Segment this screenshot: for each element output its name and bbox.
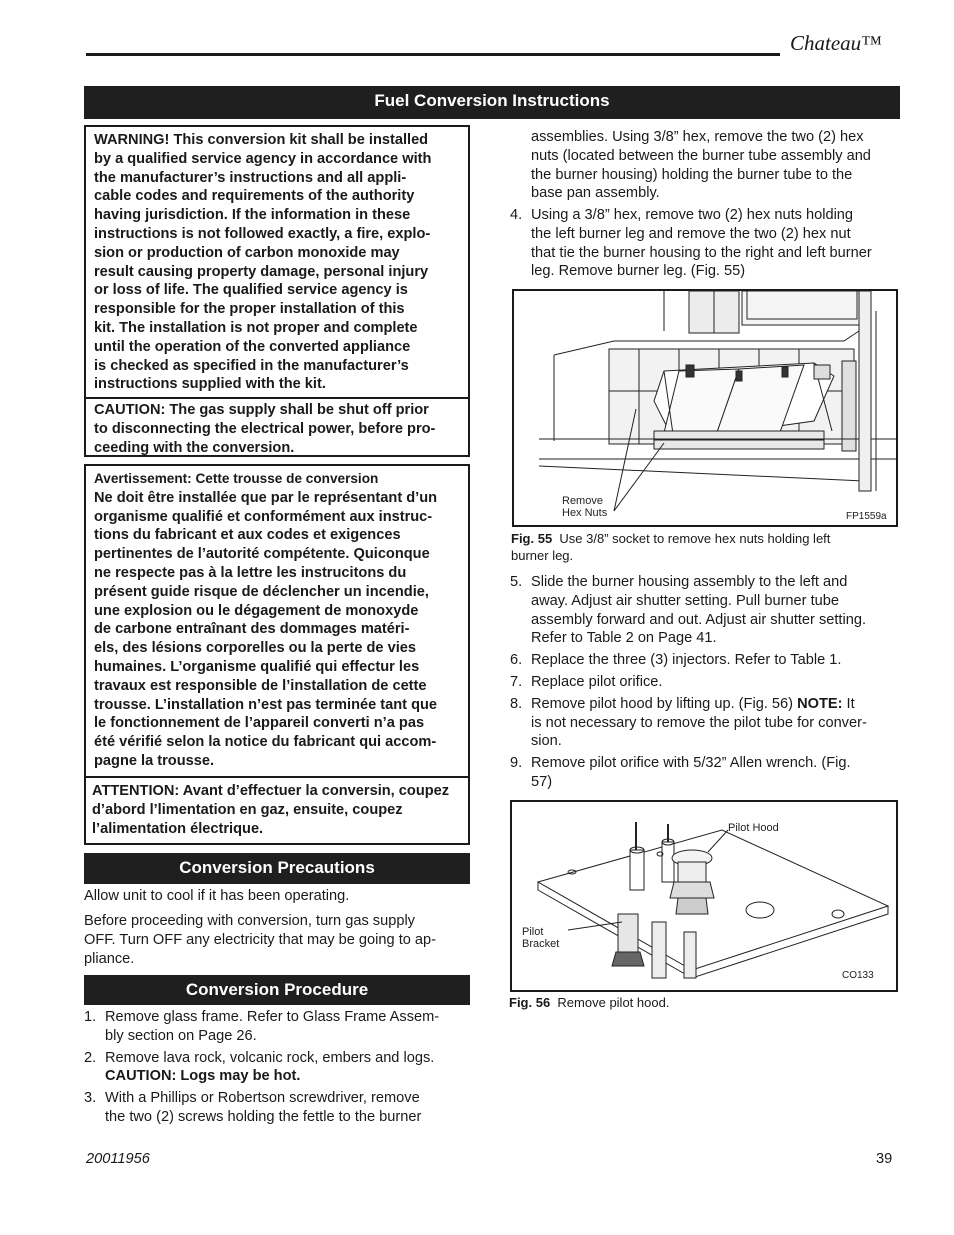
caution-text <box>86 397 468 459</box>
precautions-banner <box>84 853 470 884</box>
avertissement-line: els, des lésions corporelles ou la perte de vies <box>94 640 417 657</box>
attention-line: l’alimentation électrique. <box>92 820 264 837</box>
step-number: 1. <box>84 1009 97 1025</box>
precautions-p2-line: OFF. Turn OFF any electricity that may be going to ap- <box>84 931 437 948</box>
warning-line: or loss of life. The qualified service agency is <box>94 282 408 299</box>
fig56-illustration <box>512 802 896 990</box>
precautions-title: Conversion Precautions <box>179 858 375 877</box>
avertissement-text <box>86 466 468 776</box>
step-line: assembly forward and out. Adjust air shutter setting. <box>531 611 867 628</box>
step-caution: CAUTION: Logs may be hot. <box>105 1068 301 1085</box>
avertissement-line: une explosion ou le dégagement de monoxyde <box>94 602 419 619</box>
figure-56 <box>510 800 898 992</box>
procedure-steps-right <box>510 573 902 795</box>
fuel-conversion-banner <box>84 86 900 119</box>
procedure-banner <box>84 975 470 1005</box>
doc-number: 20011956 <box>86 1151 150 1167</box>
warning-line: the manufacturer’s instructions and all appli- <box>94 169 407 186</box>
procedure-step <box>84 1049 474 1087</box>
precautions-p2 <box>84 912 474 968</box>
avertissement-line: pertinentes de l’autorité compétente. Quiconque <box>94 546 430 563</box>
step8-pre: Remove pilot hood by lifting up. (Fig. 56) <box>531 695 798 712</box>
attention-line: ATTENTION: Avant d’effectuer la conversin, coupez <box>92 783 450 799</box>
step-number: 8. <box>510 695 523 712</box>
avertissement-line: travaux est responsible de l’installation de cette <box>94 677 427 694</box>
step8-note: NOTE: <box>797 695 843 712</box>
fig55-illustration <box>514 291 896 525</box>
fig56-label-pilot-hood: Pilot Hood <box>728 822 779 834</box>
procedure-step4 <box>510 206 902 284</box>
step-line: base pan assembly. <box>531 185 660 202</box>
avertissement-box <box>84 464 470 845</box>
precautions-p2-line: pliance. <box>84 950 135 967</box>
warning-line: is checked as specified in the manufacturer’s <box>94 357 409 374</box>
step-line: leg. Remove burner leg. (Fig. 55) <box>531 263 746 280</box>
step-line: Remove lava rock, volcanic rock, embers and logs. <box>105 1049 435 1066</box>
avertissement-line: ne respecte pas à la lettre les instrucitons du <box>94 564 407 581</box>
step-line: is not necessary to remove the pilot tube for conver- <box>531 714 867 731</box>
step-line: away. Adjust air shutter setting. Pull burner tube <box>531 592 839 609</box>
procedure-step <box>84 1089 474 1127</box>
avertissement-line: présent guide risque de déclencher un incendie, <box>94 583 429 600</box>
warning-line: instructions supplied with the kit. <box>94 376 326 393</box>
fig55-code: FP1559a <box>846 511 887 522</box>
caution-line: CAUTION: The gas supply shall be shut off prior <box>94 402 429 418</box>
warning-line: instructions is not followed exactly, a fire, explo- <box>94 225 431 242</box>
figure-55 <box>512 289 898 527</box>
fig55-label-remove: Remove <box>562 495 603 507</box>
step-line: Remove glass frame. Refer to Glass Frame Assem- <box>105 1009 440 1025</box>
page-number: 39 <box>876 1151 893 1167</box>
caution-line: to disconnecting the electrical power, before pro- <box>94 420 436 437</box>
procedure-step <box>84 1008 474 1046</box>
step-number: 6. <box>510 652 523 669</box>
step3-continuation <box>531 128 903 203</box>
fig56-caption-num: Fig. 56 <box>509 995 551 1010</box>
fig56-label-pilot: Pilot <box>522 926 544 938</box>
procedure-step <box>510 573 902 648</box>
attention-text <box>86 776 468 840</box>
warning-line: having jurisdiction. If the information in these <box>94 207 411 224</box>
step-line: bly section on Page 26. <box>105 1027 257 1044</box>
warning-line: cable codes and requirements of the authority <box>94 188 415 205</box>
procedure-title: Conversion Procedure <box>185 980 369 999</box>
step-line: Replace pilot orifice. <box>531 673 663 690</box>
fig55-caption-text: Use 3/8” socket to remove hex nuts holding left <box>559 531 831 546</box>
precautions-p1: Allow unit to cool if it has been operating. <box>84 888 350 904</box>
step-number: 5. <box>510 574 523 590</box>
step-line: assemblies. Using 3/8” hex, remove the two (2) hex <box>531 129 864 145</box>
avertissement-line: le fonctionnement de l’appareil converti n’a pas <box>94 715 425 732</box>
fig55-caption <box>511 530 901 564</box>
step-number: 2. <box>84 1049 97 1066</box>
warning-line: kit. The installation is not proper and complete <box>94 319 418 336</box>
avertissement-line: trousse. L’installation n’est pas terminée tant que <box>94 696 438 713</box>
fig56-caption <box>509 994 899 1011</box>
warning-line: sion or production of carbon monoxide may <box>94 244 400 261</box>
fig55-caption-num: Fig. 55 <box>511 531 553 546</box>
step-line <box>531 695 902 714</box>
step-number: 7. <box>510 673 523 690</box>
step-line: Refer to Table 2 on Page 41. <box>531 630 717 647</box>
procedure-step <box>510 651 902 670</box>
fuel-conversion-title: Fuel Conversion Instructions <box>374 91 610 110</box>
step-line: With a Phillips or Robertson screwdriver, remove <box>105 1090 420 1107</box>
warning-line: until the operation of the converted appliance <box>94 338 411 355</box>
step-line: the burner housing) holding the burner tube to the <box>531 166 853 183</box>
warning-line: WARNING! This conversion kit shall be installed <box>94 132 429 148</box>
step-number: 4. <box>510 207 523 223</box>
attention-line: d’abord l’limentation en gaz, ensuite, coupez <box>92 801 403 818</box>
step-line: nuts (located between the burner tube assembly and <box>531 147 871 164</box>
step-line: the left burner leg and remove the two (2) hex nut <box>531 225 851 242</box>
caution-line: ceeding with the conversion. <box>94 439 295 456</box>
step-line: Remove pilot orifice with 5/32” Allen wrench. (Fig. <box>531 755 851 772</box>
step-number: 9. <box>510 755 523 772</box>
fig56-caption-text: Remove pilot hood. <box>557 995 670 1010</box>
avertissement-line: pagne la trousse. <box>94 752 215 769</box>
avertissement-line: de carbone entraînant des dommages matéri- <box>94 621 410 638</box>
warning-line: responsible for the proper installation of this <box>94 301 405 318</box>
warning-line: result causing property damage, personal injury <box>94 263 429 280</box>
fig55-label-hexnuts: Hex Nuts <box>562 507 608 519</box>
step-line: 57) <box>531 773 553 790</box>
avertissement-line: humaines. L’organisme qualifié qui effectur les <box>94 658 420 675</box>
step8-post: It <box>842 695 855 712</box>
step-line: that tie the burner housing to the right and left burner <box>531 244 872 261</box>
warning-line: by a qualified service agency in accordance with <box>94 150 432 167</box>
precautions-p2-line: Before proceeding with conversion, turn gas supply <box>84 913 415 929</box>
step-line: the two (2) screws holding the fettle to the burner <box>105 1108 422 1125</box>
avertissement-line: tions du fabricant et aux codes et exigences <box>94 527 401 544</box>
step-line: Using a 3/8” hex, remove two (2) hex nuts holding <box>531 207 854 223</box>
warning-text <box>86 127 468 397</box>
warning-box <box>84 125 470 457</box>
procedure-step <box>510 754 902 792</box>
procedure-steps-left <box>84 1008 474 1130</box>
avertissement-line: organisme qualifié et conformément aux instruc- <box>94 508 433 525</box>
step-line: Slide the burner housing assembly to the left and <box>531 574 848 590</box>
procedure-step <box>510 673 902 692</box>
avertissement-line: Avertissement: Cette trousse de conversion <box>94 471 379 486</box>
fig56-label-bracket: Bracket <box>522 938 560 950</box>
step-line: Replace the three (3) injectors. Refer to Table 1. <box>531 652 842 669</box>
avertissement-line: Ne doit être installée que par le représentant d’un <box>94 489 438 506</box>
avertissement-line: été vérifié selon la notice du fabricant qui accom- <box>94 734 437 751</box>
procedure-step <box>510 206 902 281</box>
brand-name: Chateau™ <box>790 31 882 55</box>
step-line: sion. <box>531 733 562 750</box>
fig55-caption-text2: burner leg. <box>511 548 574 563</box>
step-number: 3. <box>84 1090 97 1107</box>
procedure-step <box>510 695 902 751</box>
fig56-code: CO133 <box>842 970 874 981</box>
header-rule <box>86 53 780 56</box>
